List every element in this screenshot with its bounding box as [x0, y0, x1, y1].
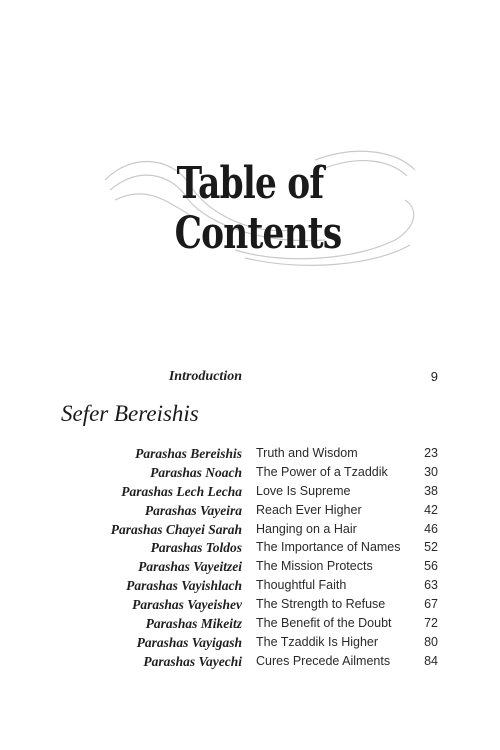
page-number: 42 — [424, 502, 438, 517]
chapter-title: Love Is Supreme — [256, 483, 351, 498]
page-number: 80 — [424, 634, 438, 649]
toc-entry[interactable] — [0, 522, 500, 541]
parasha-name: Parashas Vayigash — [136, 634, 242, 650]
chapter-title: The Tzaddik Is Higher — [256, 634, 379, 649]
page-number: 67 — [424, 597, 438, 612]
parasha-name: Parashas Mikeitz — [145, 616, 242, 632]
toc-entry[interactable] — [0, 578, 500, 597]
chapter-title: Thoughtful Faith — [256, 578, 347, 593]
toc-entry[interactable] — [0, 559, 500, 578]
toc-entry[interactable] — [0, 635, 500, 654]
page-number: 38 — [424, 483, 438, 498]
toc-entry[interactable] — [0, 540, 500, 559]
toc-entry[interactable] — [0, 446, 500, 465]
page-number: 72 — [424, 616, 438, 631]
parasha-name: Parashas Vayishlach — [126, 578, 242, 594]
parasha-name: Parashas Chayei Sarah — [110, 521, 242, 537]
chapter-title: The Benefit of the Doubt — [256, 616, 392, 631]
toc-entry[interactable] — [0, 597, 500, 616]
page-title-line1: Table of — [176, 158, 324, 209]
parasha-name: Parashas Bereishis — [135, 446, 242, 461]
intro-page-number: 9 — [430, 369, 438, 384]
chapter-title: The Importance of Names — [256, 540, 401, 555]
chapter-title: Hanging on a Hair — [256, 521, 357, 536]
parasha-name: Parashas Noach — [150, 464, 242, 480]
chapter-title: Truth and Wisdom — [256, 446, 358, 460]
page-number: 52 — [424, 540, 438, 555]
toc-entry[interactable] — [0, 654, 500, 673]
page-number: 84 — [424, 653, 438, 668]
toc-entry[interactable] — [0, 484, 500, 503]
parasha-name: Parashas Vayeishev — [132, 597, 242, 613]
page-number: 23 — [424, 446, 438, 460]
chapter-title: Reach Ever Higher — [256, 502, 362, 517]
toc-entry[interactable] — [0, 503, 500, 522]
page-number: 56 — [424, 559, 438, 574]
page-number: 63 — [424, 578, 438, 593]
chapter-title: The Power of a Tzaddik — [256, 464, 388, 479]
chapter-title: Cures Precede Ailments — [256, 653, 391, 668]
parasha-name: Parashas Vayeitzei — [138, 559, 242, 575]
parasha-name: Parashas Toldos — [150, 540, 242, 556]
toc-entry[interactable] — [0, 616, 500, 635]
chapter-title: The Strength to Refuse — [256, 597, 386, 612]
parasha-name: Parashas Vayechi — [143, 653, 242, 669]
parasha-name: Parashas Lech Lecha — [121, 483, 242, 499]
intro-label[interactable]: Introduction — [168, 369, 242, 384]
page-number: 30 — [424, 464, 438, 479]
parasha-name: Parashas Vayeira — [144, 502, 242, 518]
toc-entry[interactable] — [0, 465, 500, 484]
page-title-line2: Contents — [174, 208, 342, 259]
chapter-title: The Mission Protects — [256, 559, 373, 574]
page-number: 46 — [424, 521, 438, 536]
toc-list — [0, 446, 500, 673]
section-heading: Sefer Bereishis — [61, 401, 199, 426]
